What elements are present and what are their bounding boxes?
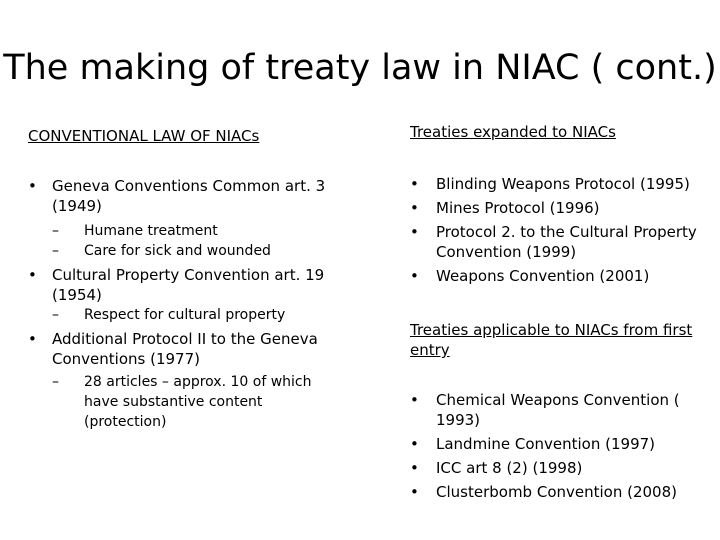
list-item xyxy=(28,176,378,261)
sub-list xyxy=(52,305,378,325)
list-item: • Chemical Weapons Convention ( 1993) xyxy=(410,390,718,430)
list-item xyxy=(28,265,378,325)
left-heading: CONVENTIONAL LAW OF NIACs xyxy=(28,127,260,145)
right-column xyxy=(410,122,718,502)
list-item-text: • Cultural Property Convention art. 19 (1954) xyxy=(52,266,325,304)
expanded-list xyxy=(410,174,718,286)
sub-item: – Care for sick and wounded xyxy=(52,241,378,261)
list-item-text: • Additional Protocol II to the Geneva Conventions (1977) xyxy=(52,330,318,368)
right-heading-expanded: Treaties expanded to NIACs xyxy=(410,123,616,141)
sub-list xyxy=(52,372,378,432)
list-item: • Blinding Weapons Protocol (1995) xyxy=(410,174,718,194)
sub-list xyxy=(52,221,378,261)
list-item: • Mines Protocol (1996) xyxy=(410,198,718,218)
sub-item: – 28 articles – approx. 10 of which have substantive content (protection) xyxy=(52,372,344,432)
list-item: • Clusterbomb Convention (2008) xyxy=(410,482,718,502)
left-list xyxy=(28,176,378,432)
first-entry-list xyxy=(410,390,718,502)
sub-item: – Respect for cultural property xyxy=(52,305,378,325)
list-item: • Weapons Convention (2001) xyxy=(410,266,718,286)
list-item: • Protocol 2. to the Cultural Property Convention (1999) xyxy=(410,222,718,262)
slide-title: The making of treaty law in NIAC ( cont.) xyxy=(3,48,717,88)
left-column xyxy=(28,126,378,432)
sub-item: – Humane treatment xyxy=(52,221,378,241)
list-item xyxy=(28,329,378,432)
list-item: • ICC art 8 (2) (1998) xyxy=(410,458,718,478)
right-heading-first-entry: Treaties applicable to NIACs from first entry xyxy=(410,321,693,359)
list-item: • Landmine Convention (1997) xyxy=(410,434,718,454)
list-item-text: • Geneva Conventions Common art. 3 (1949) xyxy=(52,177,326,215)
